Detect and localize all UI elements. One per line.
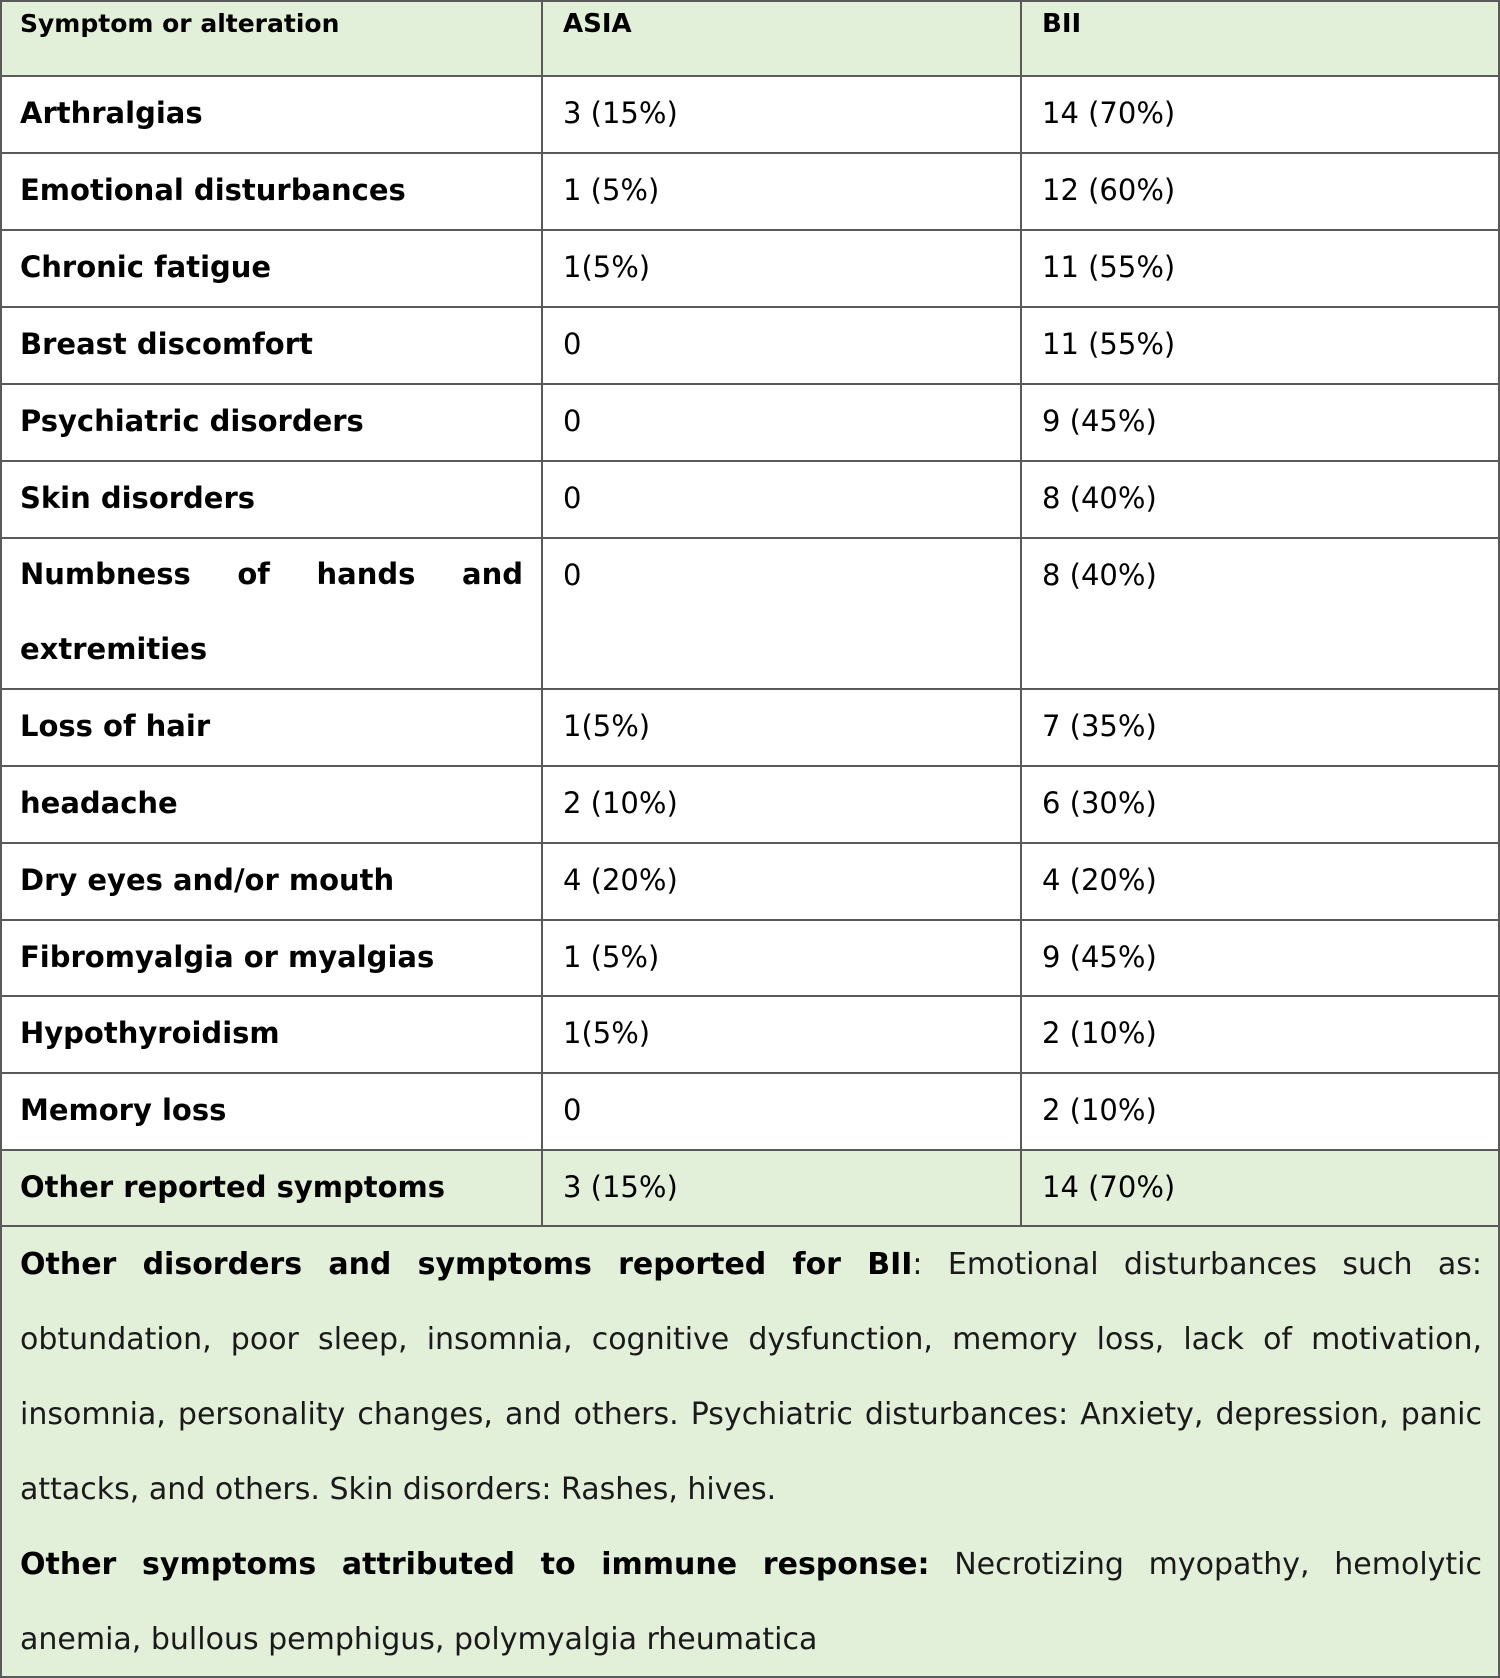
bii-note [20, 1227, 1482, 1527]
bii-cell: 7 (35%) [1042, 709, 1157, 743]
table-row [0, 539, 1500, 690]
header-bii: BII [1042, 9, 1082, 39]
table-row [0, 844, 1500, 921]
bii-cell: 4 (20%) [1042, 863, 1157, 897]
table-header-row [0, 0, 1500, 77]
bii-cell: 8 (40%) [1042, 558, 1157, 592]
table-row [0, 690, 1500, 767]
table-row [0, 231, 1500, 308]
immune-note [20, 1527, 1482, 1677]
symptom-text: Numbness of hands and extremities [20, 557, 523, 666]
header-asia: ASIA [543, 0, 1022, 75]
symptom-cell: Breast discomfort [0, 308, 543, 383]
table-row [0, 997, 1500, 1074]
symptom-cell: headache [0, 767, 543, 842]
bii-cell: 11 (55%) [1042, 250, 1176, 284]
table-row [0, 308, 1500, 385]
asia-cell: 0 [543, 462, 1022, 537]
asia-cell: 3 (15%) [543, 1151, 1022, 1225]
table-row [0, 921, 1500, 997]
bii-cell: 2 (10%) [1042, 1016, 1157, 1050]
asia-cell: 0 [543, 308, 1022, 383]
table-row [0, 1074, 1500, 1151]
symptom-cell: Emotional disturbances [0, 154, 543, 229]
header-symptom: Symptom or alteration [0, 0, 543, 75]
asia-cell: 1(5%) [543, 997, 1022, 1072]
bii-cell: 14 (70%) [1042, 1170, 1176, 1204]
symptom-cell: Memory loss [0, 1074, 543, 1149]
bii-note-text: : Emotional disturbances such as: obtundation, poor sleep, insomnia, cognitive dysfunction, memory loss, lack of motivation, insomnia, personality changes, and others. Psychiatric disturbances: Anxiety, depression, panic attacks, and others. Skin disorders: Rashes, hives. [20, 1247, 1482, 1507]
table-row [0, 385, 1500, 462]
asia-cell: 0 [543, 1074, 1022, 1149]
symptom-cell: Hypothyroidism [0, 997, 543, 1072]
table-row [0, 462, 1500, 539]
asia-cell: 1 (5%) [543, 154, 1022, 229]
table-row [0, 767, 1500, 844]
symptom-cell: Chronic fatigue [0, 231, 543, 306]
asia-cell: 0 [543, 539, 1022, 688]
symptom-cell [0, 539, 543, 688]
symptom-cell: Psychiatric disorders [0, 385, 543, 460]
bii-cell: 6 (30%) [1042, 786, 1157, 820]
symptom-cell: Fibromyalgia or myalgias [0, 921, 543, 995]
bii-cell: 8 (40%) [1042, 481, 1157, 515]
symptom-cell: Other reported symptoms [0, 1151, 543, 1225]
symptom-cell: Loss of hair [0, 690, 543, 765]
asia-cell: 3 (15%) [543, 77, 1022, 152]
symptom-cell: Arthralgias [0, 77, 543, 152]
table-row [0, 154, 1500, 231]
asia-cell: 2 (10%) [543, 767, 1022, 842]
bii-cell: 2 (10%) [1042, 1093, 1157, 1127]
table-row-other-symptoms [0, 1151, 1500, 1227]
immune-note-text: Necrotizing myopathy, hemolytic anemia, bullous pemphigus, polymyalgia rheumatica [20, 1547, 1483, 1657]
bii-cell: 9 (45%) [1042, 404, 1157, 438]
bii-note-label: Other disorders and symptoms reported for BII [20, 1247, 913, 1282]
asia-cell: 4 (20%) [543, 844, 1022, 919]
symptom-cell: Skin disorders [0, 462, 543, 537]
bii-cell: 9 (45%) [1042, 940, 1157, 974]
bii-cell: 12 (60%) [1042, 173, 1176, 207]
asia-cell: 1 (5%) [543, 921, 1022, 995]
bii-cell: 11 (55%) [1042, 327, 1176, 361]
asia-cell: 1(5%) [543, 231, 1022, 306]
asia-cell: 0 [543, 385, 1022, 460]
immune-note-label: Other symptoms attributed to immune response: [20, 1547, 930, 1582]
table-footnotes [0, 1227, 1500, 1678]
bii-cell: 14 (70%) [1042, 96, 1176, 130]
symptom-cell: Dry eyes and/or mouth [0, 844, 543, 919]
table-row [0, 77, 1500, 154]
asia-cell: 1(5%) [543, 690, 1022, 765]
